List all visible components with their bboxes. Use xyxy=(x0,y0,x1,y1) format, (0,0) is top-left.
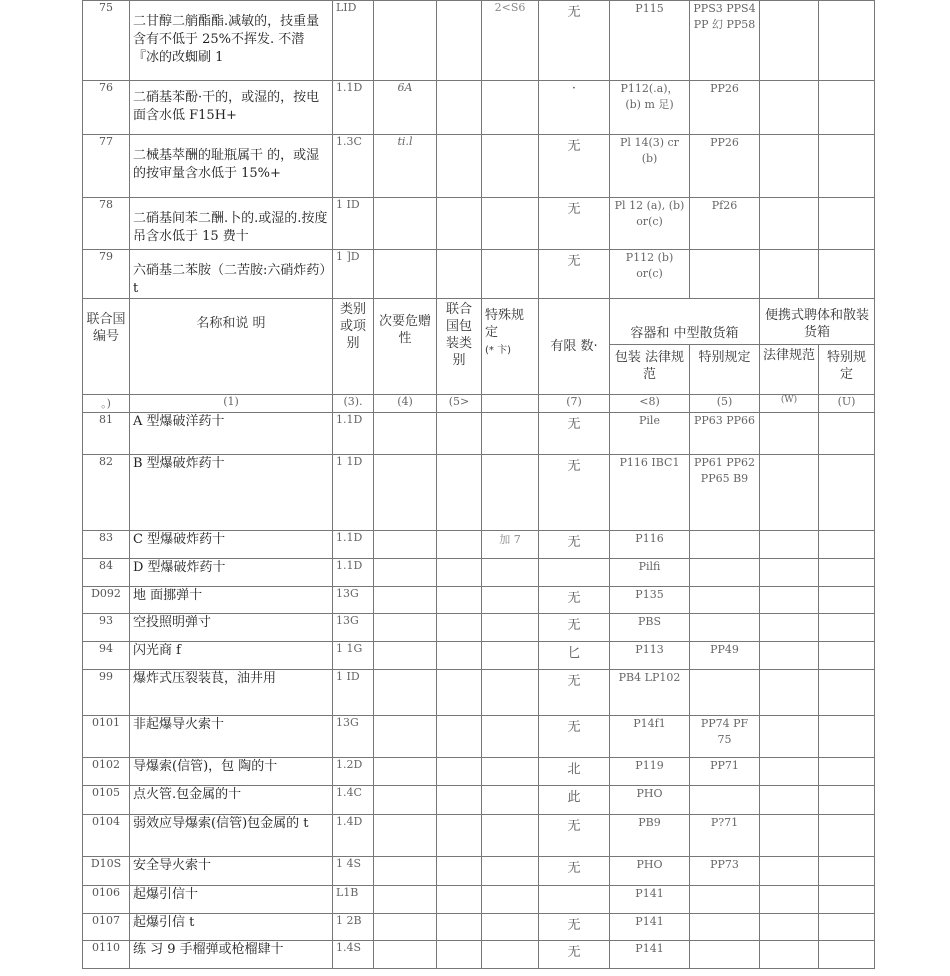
dangerous-goods-table xyxy=(82,0,875,969)
cell-class: 1 ]D xyxy=(333,250,374,299)
cell-un-number: 93 xyxy=(83,614,130,642)
cell-packing-special xyxy=(690,786,760,815)
cell-tank-instruction xyxy=(760,815,819,857)
cell-tank-instruction xyxy=(760,670,819,716)
header-special-provisions: 特殊规定 (* 卞) xyxy=(482,299,539,395)
header-num-2: (1) xyxy=(130,395,333,413)
cell-limited-quantity: 无 xyxy=(539,587,610,614)
cell-tank-instruction xyxy=(760,559,819,587)
cell-name: 起爆引信 t xyxy=(130,914,333,941)
cell-class: 13G xyxy=(333,587,374,614)
cell-packing-instruction: PHO xyxy=(610,857,690,886)
table-row xyxy=(83,455,875,531)
cell-un-number: 75 xyxy=(83,1,130,81)
cell-subsidiary-risk xyxy=(374,614,437,642)
header-tank-special: 特别规定 xyxy=(819,345,875,395)
table-row xyxy=(83,716,875,758)
cell-limited-quantity: 无 xyxy=(539,941,610,969)
cell-packing-group xyxy=(437,857,482,886)
cell-special-provisions xyxy=(482,886,539,914)
cell-name: 爆炸式压裂装茛，油井用 xyxy=(130,670,333,716)
cell-un-number: 94 xyxy=(83,642,130,670)
cell-un-number: 0105 xyxy=(83,786,130,815)
cell-tank-special xyxy=(819,1,875,81)
cell-special-provisions xyxy=(482,786,539,815)
cell-limited-quantity xyxy=(539,559,610,587)
cell-un-number: 99 xyxy=(83,670,130,716)
cell-packing-special: PP74 PF 75 xyxy=(690,716,760,758)
cell-tank-instruction xyxy=(760,716,819,758)
cell-tank-instruction xyxy=(760,758,819,786)
cell-subsidiary-risk xyxy=(374,857,437,886)
cell-un-number: 0106 xyxy=(83,886,130,914)
cell-limited-quantity: 无 xyxy=(539,1,610,81)
header-packing-instruction: 包装 法律规范 xyxy=(610,345,690,395)
cell-packing-group xyxy=(437,198,482,250)
cell-tank-special xyxy=(819,531,875,559)
cell-limited-quantity: 无 xyxy=(539,198,610,250)
cell-name: 点火管.包金属的十 xyxy=(130,786,333,815)
cell-special-provisions xyxy=(482,455,539,531)
table-row xyxy=(83,642,875,670)
cell-name: D 型爆破炸药十 xyxy=(130,559,333,587)
cell-tank-special xyxy=(819,914,875,941)
cell-un-number: 82 xyxy=(83,455,130,531)
table-row xyxy=(83,815,875,857)
cell-class: 1 ID xyxy=(333,670,374,716)
cell-tank-special xyxy=(819,886,875,914)
cell-name: 二械基萃酬的耻瓶属干 的，或湿的按审量含水低于 15%+ xyxy=(130,135,333,198)
cell-tank-special xyxy=(819,559,875,587)
cell-packing-group xyxy=(437,455,482,531)
cell-tank-special xyxy=(819,135,875,198)
cell-class: 1.3C xyxy=(333,135,374,198)
cell-limited-quantity: 无 xyxy=(539,413,610,455)
cell-class: 1.1D xyxy=(333,531,374,559)
cell-limited-quantity: 无 xyxy=(539,614,610,642)
cell-class: 1 1D xyxy=(333,455,374,531)
cell-packing-instruction: Pile xyxy=(610,413,690,455)
cell-packing-instruction: PB9 xyxy=(610,815,690,857)
cell-subsidiary-risk xyxy=(374,413,437,455)
cell-tank-instruction xyxy=(760,250,819,299)
cell-tank-instruction xyxy=(760,81,819,135)
cell-packing-instruction: P141 xyxy=(610,886,690,914)
cell-subsidiary-risk xyxy=(374,758,437,786)
cell-name: 二甘醇二艄酯酯.减敏的，技重量含有不低于 25%不挥发. 不潜『冰的改蜘刷 1 xyxy=(130,1,333,81)
cell-un-number: 77 xyxy=(83,135,130,198)
cell-tank-instruction xyxy=(760,135,819,198)
cell-packing-group xyxy=(437,815,482,857)
cell-packing-group xyxy=(437,1,482,81)
cell-packing-instruction: PB4 LP102 xyxy=(610,670,690,716)
table-row xyxy=(83,587,875,614)
cell-packing-group xyxy=(437,559,482,587)
header-packing-special: 特别规定 xyxy=(690,345,760,395)
cell-class: 1.1D xyxy=(333,81,374,135)
cell-tank-instruction xyxy=(760,914,819,941)
table-body-top xyxy=(83,1,875,299)
cell-subsidiary-risk xyxy=(374,559,437,587)
header-num-6 xyxy=(482,395,539,413)
cell-tank-instruction xyxy=(760,198,819,250)
cell-packing-special: PP49 xyxy=(690,642,760,670)
header-num-5: (5> xyxy=(437,395,482,413)
header-portable-tanks-group: 便携式聘体和散装货箱 xyxy=(760,299,875,345)
cell-packing-special xyxy=(690,670,760,716)
cell-packing-instruction: PBS xyxy=(610,614,690,642)
cell-class: L1B xyxy=(333,886,374,914)
cell-special-provisions xyxy=(482,250,539,299)
cell-special-provisions xyxy=(482,614,539,642)
cell-un-number: 0107 xyxy=(83,914,130,941)
cell-name: C 型爆破炸药十 xyxy=(130,531,333,559)
cell-tank-special xyxy=(819,81,875,135)
cell-subsidiary-risk xyxy=(374,642,437,670)
cell-name: 六硝基二苯胺（二苦胺:六硝炸药）t xyxy=(130,250,333,299)
cell-packing-instruction: P113 xyxy=(610,642,690,670)
cell-limited-quantity: 匕 xyxy=(539,642,610,670)
cell-tank-special xyxy=(819,455,875,531)
cell-packing-special xyxy=(690,614,760,642)
cell-tank-instruction xyxy=(760,531,819,559)
cell-name: 练 习 9 手榴弹或枪榴肆十 xyxy=(130,941,333,969)
header-packagings-group: 容器和 中型散货箱 xyxy=(610,299,760,345)
cell-un-number: D092 xyxy=(83,587,130,614)
cell-packing-group xyxy=(437,614,482,642)
cell-special-provisions xyxy=(482,716,539,758)
cell-tank-instruction xyxy=(760,413,819,455)
cell-limited-quantity: 无 xyxy=(539,716,610,758)
cell-packing-special: PP26 xyxy=(690,135,760,198)
table-row xyxy=(83,135,875,198)
cell-packing-group xyxy=(437,941,482,969)
cell-tank-instruction xyxy=(760,1,819,81)
cell-limited-quantity: 无 xyxy=(539,455,610,531)
cell-packing-group xyxy=(437,250,482,299)
header-num-3: (3). xyxy=(333,395,374,413)
cell-packing-special: PP61 PP62 PP65 B9 xyxy=(690,455,760,531)
cell-class: 1.1D xyxy=(333,559,374,587)
cell-packing-special: PP63 PP66 xyxy=(690,413,760,455)
cell-packing-special xyxy=(690,559,760,587)
header-name: 名称和说 明 xyxy=(130,299,333,395)
header-packing-group: 联合国包装类别 xyxy=(437,299,482,395)
table-header xyxy=(83,299,875,413)
cell-un-number: 81 xyxy=(83,413,130,455)
header-num-4: (4) xyxy=(374,395,437,413)
cell-class: 1.4C xyxy=(333,786,374,815)
cell-special-provisions xyxy=(482,857,539,886)
cell-tank-special xyxy=(819,758,875,786)
cell-tank-special xyxy=(819,614,875,642)
cell-tank-instruction xyxy=(760,455,819,531)
cell-tank-instruction xyxy=(760,587,819,614)
cell-limited-quantity: 无 xyxy=(539,670,610,716)
cell-packing-instruction: Pilfi xyxy=(610,559,690,587)
header-class: 类别或项别 xyxy=(333,299,374,395)
cell-packing-special xyxy=(690,587,760,614)
cell-tank-special xyxy=(819,642,875,670)
cell-packing-group xyxy=(437,786,482,815)
cell-packing-instruction: P135 xyxy=(610,587,690,614)
cell-packing-group xyxy=(437,587,482,614)
cell-packing-group xyxy=(437,670,482,716)
table-body-bottom xyxy=(83,413,875,969)
cell-packing-special: P?71 xyxy=(690,815,760,857)
cell-special-provisions xyxy=(482,941,539,969)
header-limited-quantity: 有限 数· xyxy=(539,299,610,395)
cell-subsidiary-risk xyxy=(374,250,437,299)
cell-class: 1.4S xyxy=(333,941,374,969)
cell-un-number: 0101 xyxy=(83,716,130,758)
cell-tank-special xyxy=(819,250,875,299)
cell-tank-special xyxy=(819,413,875,455)
cell-packing-instruction: PHO xyxy=(610,786,690,815)
cell-subsidiary-risk xyxy=(374,1,437,81)
cell-packing-instruction: P119 xyxy=(610,758,690,786)
cell-packing-group xyxy=(437,716,482,758)
cell-subsidiary-risk xyxy=(374,886,437,914)
cell-tank-special xyxy=(819,786,875,815)
cell-subsidiary-risk xyxy=(374,914,437,941)
cell-special-provisions xyxy=(482,413,539,455)
cell-packing-instruction: P116 xyxy=(610,531,690,559)
cell-packing-special xyxy=(690,531,760,559)
cell-packing-instruction: P112 (b) or(c) xyxy=(610,250,690,299)
cell-special-provisions xyxy=(482,758,539,786)
cell-packing-group xyxy=(437,413,482,455)
cell-special-provisions xyxy=(482,642,539,670)
table-row xyxy=(83,559,875,587)
cell-tank-special xyxy=(819,670,875,716)
cell-name: 二硝基间苯二酬.卜的.或湿的.按度吊含水低于 15 费十 xyxy=(130,198,333,250)
cell-packing-instruction: Pl 14(3) cr (b) xyxy=(610,135,690,198)
cell-special-provisions: 加 7 xyxy=(482,531,539,559)
cell-tank-instruction xyxy=(760,786,819,815)
table-row xyxy=(83,914,875,941)
cell-name: 闪光商 f xyxy=(130,642,333,670)
table-row xyxy=(83,786,875,815)
cell-packing-instruction: P115 xyxy=(610,1,690,81)
cell-packing-special xyxy=(690,886,760,914)
cell-subsidiary-risk xyxy=(374,941,437,969)
table-row xyxy=(83,198,875,250)
cell-packing-special xyxy=(690,250,760,299)
cell-class: LID xyxy=(333,1,374,81)
cell-packing-special: PP73 xyxy=(690,857,760,886)
cell-packing-special: PP26 xyxy=(690,81,760,135)
table-row xyxy=(83,413,875,455)
cell-packing-group xyxy=(437,914,482,941)
table-row xyxy=(83,670,875,716)
cell-tank-special xyxy=(819,587,875,614)
table-row xyxy=(83,614,875,642)
cell-tank-instruction xyxy=(760,941,819,969)
header-subsidiary-risk: 次要危赠性 xyxy=(374,299,437,395)
cell-tank-special xyxy=(819,857,875,886)
cell-limited-quantity: 北 xyxy=(539,758,610,786)
cell-packing-special: PP71 xyxy=(690,758,760,786)
cell-subsidiary-risk: ti.l xyxy=(374,135,437,198)
cell-un-number: 83 xyxy=(83,531,130,559)
cell-un-number: 0104 xyxy=(83,815,130,857)
cell-special-provisions xyxy=(482,198,539,250)
table-row xyxy=(83,531,875,559)
cell-packing-special xyxy=(690,941,760,969)
cell-subsidiary-risk xyxy=(374,455,437,531)
cell-limited-quantity: 无 xyxy=(539,815,610,857)
cell-limited-quantity: 无 xyxy=(539,135,610,198)
cell-class: 1.1D xyxy=(333,413,374,455)
cell-packing-group xyxy=(437,758,482,786)
cell-special-provisions xyxy=(482,815,539,857)
cell-name: 起爆引信十 xyxy=(130,886,333,914)
cell-limited-quantity: 无 xyxy=(539,250,610,299)
cell-limited-quantity: 无 xyxy=(539,531,610,559)
cell-limited-quantity xyxy=(539,886,610,914)
header-num-10: (W) xyxy=(760,395,819,413)
cell-packing-instruction: P141 xyxy=(610,914,690,941)
cell-packing-special: Pf26 xyxy=(690,198,760,250)
header-tank-instruction: 法律规范 xyxy=(760,345,819,395)
cell-name: A 型爆破洋药十 xyxy=(130,413,333,455)
cell-class: 1 ID xyxy=(333,198,374,250)
header-num-7: (7) xyxy=(539,395,610,413)
table-row xyxy=(83,758,875,786)
cell-name: 地 面挪弹十 xyxy=(130,587,333,614)
table-row xyxy=(83,250,875,299)
cell-un-number: 79 xyxy=(83,250,130,299)
cell-un-number: 0102 xyxy=(83,758,130,786)
cell-subsidiary-risk xyxy=(374,815,437,857)
header-un-number: 联合国编号 xyxy=(83,299,130,395)
cell-class: 1.4D xyxy=(333,815,374,857)
table-row xyxy=(83,1,875,81)
cell-packing-special xyxy=(690,914,760,941)
cell-tank-instruction xyxy=(760,642,819,670)
header-num-9: (5) xyxy=(690,395,760,413)
cell-subsidiary-risk xyxy=(374,670,437,716)
cell-un-number: 84 xyxy=(83,559,130,587)
cell-subsidiary-risk xyxy=(374,198,437,250)
cell-special-provisions: 2<S6 xyxy=(482,1,539,81)
cell-special-provisions xyxy=(482,914,539,941)
cell-subsidiary-risk xyxy=(374,587,437,614)
cell-packing-group xyxy=(437,531,482,559)
cell-name: 空投照明弹寸 xyxy=(130,614,333,642)
cell-class: 1 4S xyxy=(333,857,374,886)
cell-tank-special xyxy=(819,815,875,857)
cell-tank-instruction xyxy=(760,614,819,642)
header-num-1: 。) xyxy=(83,395,130,413)
cell-packing-group xyxy=(437,642,482,670)
cell-name: 弱效应导爆索(信管)包金属的 t xyxy=(130,815,333,857)
cell-class: 13G xyxy=(333,614,374,642)
cell-name: 二硝基苯酚·干的，或湿的，按电面含水低 F15H+ xyxy=(130,81,333,135)
cell-subsidiary-risk xyxy=(374,786,437,815)
cell-class: 13G xyxy=(333,716,374,758)
cell-class: 1 1G xyxy=(333,642,374,670)
cell-name: 非起爆导火索十 xyxy=(130,716,333,758)
table-row xyxy=(83,941,875,969)
cell-tank-special xyxy=(819,198,875,250)
cell-packing-instruction: P112(.a)，(b) m 足) xyxy=(610,81,690,135)
cell-tank-special xyxy=(819,716,875,758)
cell-special-provisions xyxy=(482,81,539,135)
cell-special-provisions xyxy=(482,587,539,614)
cell-special-provisions xyxy=(482,135,539,198)
cell-subsidiary-risk: 6A xyxy=(374,81,437,135)
header-num-11: (U) xyxy=(819,395,875,413)
cell-packing-instruction: Pl 12 (a), (b) or(c) xyxy=(610,198,690,250)
cell-class: 1.2D xyxy=(333,758,374,786)
cell-packing-instruction: P116 IBC1 xyxy=(610,455,690,531)
cell-tank-instruction xyxy=(760,857,819,886)
header-num-8: <8) xyxy=(610,395,690,413)
cell-packing-group xyxy=(437,81,482,135)
cell-packing-special: PPS3 PPS4 PP 幻 PP58 xyxy=(690,1,760,81)
table-row xyxy=(83,857,875,886)
cell-packing-instruction: P141 xyxy=(610,941,690,969)
cell-limited-quantity: · xyxy=(539,81,610,135)
cell-tank-instruction xyxy=(760,886,819,914)
cell-special-provisions xyxy=(482,559,539,587)
cell-limited-quantity: 此 xyxy=(539,786,610,815)
cell-name: B 型爆破炸药十 xyxy=(130,455,333,531)
cell-subsidiary-risk xyxy=(374,531,437,559)
cell-tank-special xyxy=(819,941,875,969)
cell-packing-group xyxy=(437,135,482,198)
cell-un-number: 76 xyxy=(83,81,130,135)
cell-limited-quantity: 无 xyxy=(539,914,610,941)
cell-name: 导爆索(信管)，包 陶的十 xyxy=(130,758,333,786)
cell-packing-group xyxy=(437,886,482,914)
cell-un-number: D10S xyxy=(83,857,130,886)
table-row xyxy=(83,886,875,914)
cell-limited-quantity: 无 xyxy=(539,857,610,886)
cell-special-provisions xyxy=(482,670,539,716)
cell-subsidiary-risk xyxy=(374,716,437,758)
cell-class: 1 2B xyxy=(333,914,374,941)
cell-name: 安全导火索十 xyxy=(130,857,333,886)
cell-un-number: 78 xyxy=(83,198,130,250)
cell-packing-instruction: P14f1 xyxy=(610,716,690,758)
cell-un-number: 0110 xyxy=(83,941,130,969)
table-row xyxy=(83,81,875,135)
